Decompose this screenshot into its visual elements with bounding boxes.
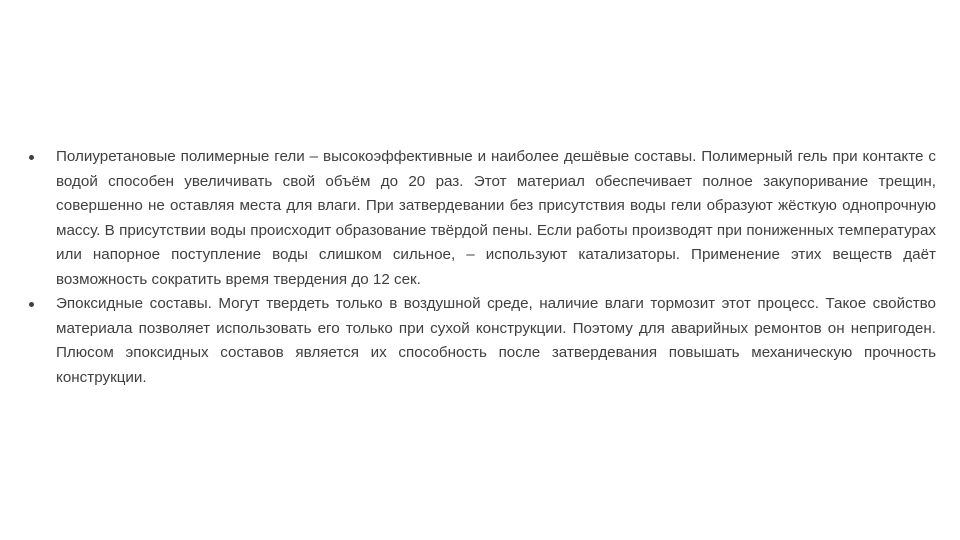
bullet-list	[26, 145, 936, 390]
bullet-text: Полиуретановые полимерные гели – высокоэффективные и наиболее дешёвые составы. Полимерный гель при контакте с водой способен увеличивать свой объём до 20 раз. Этот материал обеспечивает полное закупоривание трещин, совершенно не оставляя места для влаги. При затвердевании без присутствия воды гели образуют жёсткую однопрочную массу. В присутствии воды происходит образование твёрдой пены. Если работы производят при пониженных температурах или напорное поступление воды слишком сильное, – используют катализаторы. Применение этих веществ даёт возможность сократить время твердения до 12 сек.	[56, 148, 936, 288]
bullet-dot-icon	[29, 302, 34, 307]
bullet-item-polyurethane-gels	[26, 145, 936, 292]
bullet-text: Эпоксидные составы. Могут твердеть только в воздушной среде, наличие влаги тормозит этот процесс. Такое свойство материала позволяет использовать его только при сухой конструкции. Поэтому для аварийных ремонтов он непригоден. Плюсом эпоксидных составов является их способность после затвердевания повышать механическую прочность конструкции.	[56, 295, 936, 386]
bullet-dot-icon	[29, 155, 34, 160]
bullet-item-epoxy-compounds	[26, 292, 936, 390]
